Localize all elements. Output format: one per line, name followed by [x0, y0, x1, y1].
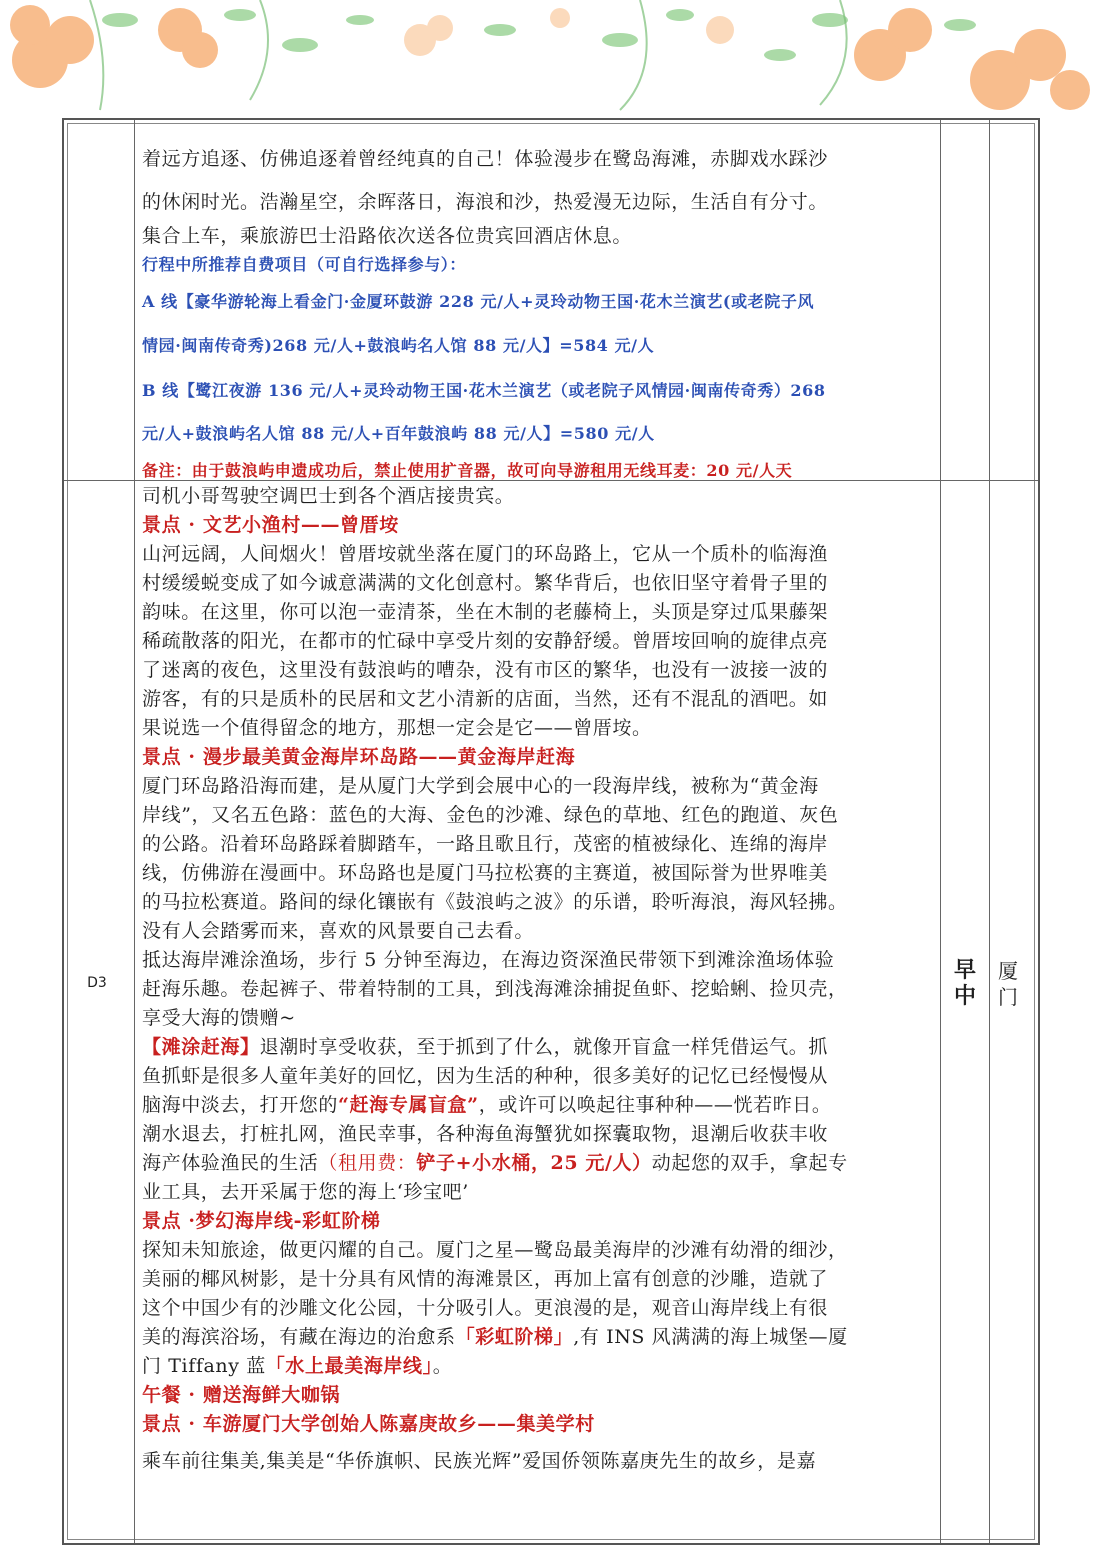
sea-line	[142, 1352, 942, 1381]
lunch-title: 午餐 · 赠送海鲜大咖锅	[142, 1384, 341, 1406]
text-line: 抵达海岸滩涂渔场，步行 5 分钟至海边，在海边资深渔民带领下到滩涂渔场体验	[142, 949, 835, 971]
text-line: 果说选一个值得留念的地方，那想一定会是它——曾厝垵。	[142, 717, 652, 739]
blind-box-highlight: “赶海专属盲盒”	[338, 1094, 479, 1116]
tide-line	[142, 1149, 942, 1178]
text-line: 线，仿佛游在漫画中。环岛路也是厦门马拉松赛的主赛道，被国际誉为世界唯美	[142, 862, 829, 884]
tide-line	[142, 1033, 942, 1062]
text-line: 享受大海的馈赠~	[142, 1007, 296, 1029]
optional-line-b: B 线【鹭江夜游 136 元/人+灵玲动物王国·花木兰演艺（或老院子风情园·闽南传奇秀）268	[142, 381, 826, 400]
spot-title: 景点 · 漫步最美黄金海岸环岛路——黄金海岸赶海	[142, 746, 576, 768]
meals	[945, 958, 985, 1010]
note-text: 备注：由于鼓浪屿申遗成功后，禁止使用扩音器，故可向导游租用无线耳麦：20 元/人天	[142, 461, 793, 480]
rent-fee: （租用费：	[318, 1152, 417, 1174]
text-span: 脑海中淡去，打开您的	[142, 1094, 339, 1116]
text-line: 没有人会踏雾而来，喜欢的风景要自己去看。	[142, 920, 535, 942]
text-span: 动起您的双手，拿起专	[651, 1152, 848, 1174]
text-line: 的公路。沿着环岛路踩着脚踏车，一路且歌且行，茂密的植被绿化、连绵的海岸	[142, 833, 829, 855]
text-span: 。	[432, 1355, 453, 1377]
text-line: 韵味。在这里，你可以泡一壶清茶，坐在木制的老藤椅上，头顶是穿过瓜果藤架	[142, 601, 829, 623]
table-divider	[989, 120, 990, 1543]
accommodation	[990, 958, 1042, 1010]
text-span: ，或许可以唤起往事种种——恍若昨日。	[478, 1094, 832, 1116]
meal-lunch: 中	[953, 984, 976, 1009]
text-line: 集合上车，乘旅游巴士沿路依次送各位贵宾回酒店休息。	[142, 225, 633, 247]
text-line: 的马拉松赛道。路间的绿化镶嵌有《鼓浪屿之波》的乐谱，聆听海浪，海风轻拂。	[142, 891, 848, 913]
text-line: 业工具，去开采属于您的海上‘珍宝吧’	[142, 1181, 469, 1203]
text-line: 潮水退去，打桩扎网，渔民幸事，各种海鱼海蟹犹如探囊取物，退潮后收获丰收	[142, 1123, 829, 1145]
text-line: 赶海乐趣。卷起裤子、带着特制的工具，到浅海滩涂捕捉鱼虾、挖蛤蜊、捡贝壳，	[142, 978, 848, 1000]
text-line: 着远方追逐、仿佛追逐着曾经纯真的自己！体验漫步在鹭岛海滩，赤脚戏水踩沙	[142, 148, 829, 170]
text-line: 稀疏散落的阳光，在都市的忙碌中享受片刻的安静舒缓。曾厝垵回响的旋律点亮	[142, 630, 829, 652]
text-span: 美的海滨浴场，有藏在海边的治愈系	[142, 1326, 456, 1348]
rainbow-highlight: 「彩虹阶梯」	[455, 1326, 574, 1348]
text-line: 村缓缓蜕变成了如今诚意满满的文化创意村。繁华背后，也依旧坚守着骨子里的	[142, 572, 829, 594]
rent-fee-items: 铲子+小水桶，25 元/人）	[416, 1152, 652, 1174]
text-line: 厦门环岛路沿海而建，是从厦门大学到会展中心的一段海岸线，被称为“黄金海	[142, 775, 819, 797]
sea-highlight: 「水上最美海岸线」	[265, 1355, 433, 1377]
text-line: 乘车前往集美,集美是“华侨旗帜、民族光辉”爱国侨领陈嘉庚先生的故乡，是嘉	[142, 1450, 817, 1472]
day-label: D3	[87, 975, 107, 991]
text-line: 山河远阔，人间烟火！曾厝垵就坐落在厦门的环岛路上，它从一个质朴的临海渔	[142, 543, 829, 565]
spot-title: 景点 ·梦幻海岸线-彩虹阶梯	[142, 1210, 381, 1232]
rainbow-line	[142, 1323, 942, 1352]
optional-title: 行程中所推荐自费项目（可自行选择参与）：	[142, 255, 467, 274]
prev-day-content	[142, 136, 936, 488]
optional-line-a: 情园·闽南传奇秀)268 元/人+鼓浪屿名人馆 88 元/人】=584 元/人	[142, 336, 655, 355]
meal-breakfast: 早	[953, 958, 976, 983]
text-line: 的休闲时光。浩瀚星空，余晖落日，海浪和沙，热爱漫无边际，生活自有分寸。	[142, 191, 829, 213]
d3-content	[142, 482, 942, 1476]
text-line: 探知未知旅途，做更闪耀的自己。厦门之星—鹭岛最美海岸的沙滩有幼滑的细沙，	[142, 1239, 848, 1261]
floral-decoration	[0, 0, 1103, 120]
intro-text: 司机小哥驾驶空调巴士到各个酒店接贵宾。	[142, 485, 515, 507]
tide-label: 【滩涂赶海】	[142, 1036, 260, 1058]
text-span: 海产体验渔民的生活	[142, 1152, 319, 1174]
optional-line-a: A 线【豪华游轮海上看金门·金厦环鼓游 228 元/人+灵玲动物王国·花木兰演艺(或老院子风	[142, 292, 815, 311]
spot-title: 景点 · 车游厦门大学创始人陈嘉庚故乡——集美学村	[142, 1413, 595, 1435]
text-span: 门 Tiffany 蓝	[142, 1355, 266, 1377]
text-line: 美丽的椰风树影，是十分具有风情的海滩景区，再加上富有创意的沙雕，造就了	[142, 1268, 829, 1290]
text-line: 岸线”，又名五色路：蓝色的大海、金色的沙滩、绿色的草地、红色的跑道、灰色	[142, 804, 839, 826]
text-line: 游客，有的只是质朴的民居和文艺小清新的店面，当然，还有不混乱的酒吧。如	[142, 688, 829, 710]
stay-char: 厦	[998, 959, 1018, 983]
text-line: 了迷离的夜色，这里没有鼓浪屿的嘈杂，没有市区的繁华，也没有一波接一波的	[142, 659, 829, 681]
tide-line	[142, 1091, 942, 1120]
optional-line-b: 元/人+鼓浪屿名人馆 88 元/人+百年鼓浪屿 88 元/人】=580 元/人	[142, 424, 655, 443]
text-span: 退潮时享受收获，至于抓到了什么，就像开盲盒一样凭借运气。抓	[259, 1036, 829, 1058]
table-divider	[134, 120, 135, 1543]
text-line: 鱼抓虾是很多人童年美好的回忆，因为生活的种种，很多美好的记忆已经慢慢从	[142, 1065, 829, 1087]
text-span: ,有 INS 风满满的海上城堡—厦	[573, 1326, 848, 1348]
text-line: 这个中国少有的沙雕文化公园，十分吸引人。更浪漫的是，观音山海岸线上有很	[142, 1297, 829, 1319]
stay-char: 门	[998, 985, 1018, 1009]
spot-title: 景点 · 文艺小渔村——曾厝垵	[142, 514, 399, 536]
